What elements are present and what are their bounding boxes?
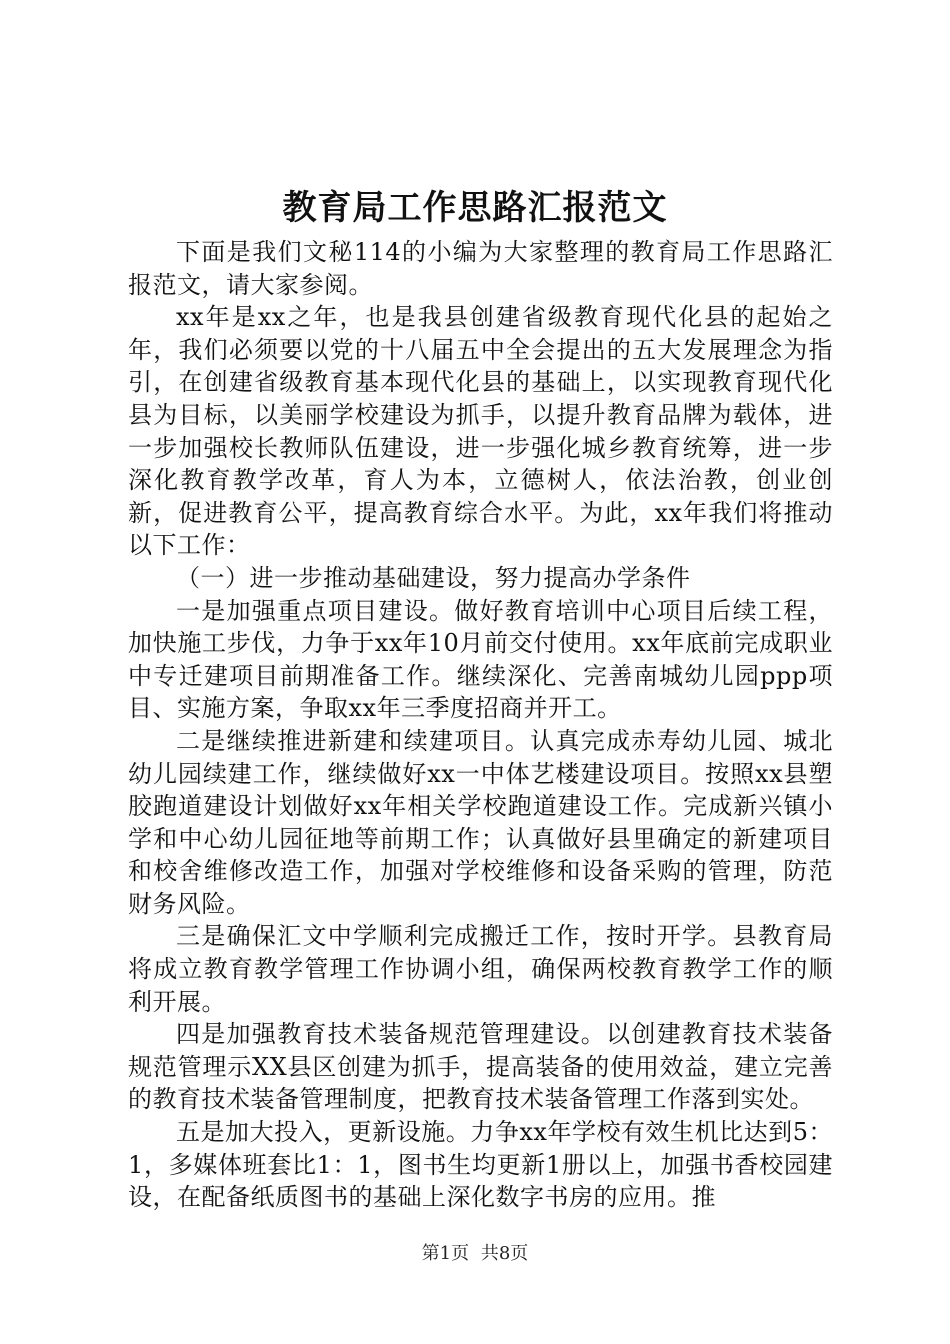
item-paragraph-3: 三是确保汇文中学顺利完成搬迁工作，按时开学。县教育局将成立教育教学管理工作协调小组，确保两校教育教学工作的顺利开展。 <box>128 922 833 1016</box>
page-total: 共8页 <box>480 1243 529 1264</box>
document-title: 教育局工作思路汇报范文 <box>282 188 668 228</box>
page-footer <box>0 1242 950 1266</box>
page-number: 第1页 <box>421 1243 470 1264</box>
section-heading: （一）进一步推动基础建设，努力提高办学条件 <box>176 563 691 592</box>
item-paragraph-2: 二是继续推进新建和续建项目。认真完成赤寿幼儿园、城北幼儿园续建工作，继续做好xx一中体艺楼建设项目。按照xx县塑胶跑道建设计划做好xx年相关学校跑道建设工作。完成新兴镇小学和中心幼儿园征地等前期工作；认真做好县里确定的新建项目和校舍维修改造工作，加强对学校维修和设备采购的管理，防范财务风险。 <box>128 726 833 918</box>
item-paragraph-5: 五是加大投入，更新设施。力争xx年学校有效生机比达到5：1，多媒体班套比1：1，图书生均更新1册以上，加强书香校园建设，在配备纸质图书的基础上深化数字书房的应用。推 <box>128 1118 833 1212</box>
document-body <box>128 236 833 1214</box>
overview-paragraph: xx年是xx之年，也是我县创建省级教育现代化县的起始之年，我们必须要以党的十八届五中全会提出的五大发展理念为指引，在创建省级教育基本现代化县的基础上，以实现教育现代化县为目标，以美丽学校建设为抓手，以提升教育品牌为载体，进一步加强校长教师队伍建设，进一步强化城乡教育统筹，进一步深化教育教学改革，育人为本，立德树人，依法治教，创业创新，促进教育公平，提高教育综合水平。为此，xx年我们将推动以下工作： <box>128 303 833 560</box>
item-paragraph-4: 四是加强教育技术装备规范管理建设。以创建教育技术装备规范管理示XX县区创建为抓手，提高装备的使用效益，建立完善的教育技术装备管理制度，把教育技术装备管理工作落到实处。 <box>128 1020 833 1114</box>
intro-paragraph: 下面是我们文秘114的小编为大家整理的教育局工作思路汇报范文，请大家参阅。 <box>128 238 833 299</box>
item-paragraph-1: 一是加强重点项目建设。做好教育培训中心项目后续工程，加快施工步伐，力争于xx年10月前交付使用。xx年底前完成职业中专迁建项目前期准备工作。继续深化、完善南城幼儿园ppp项目、实施方案，争取xx年三季度招商并开工。 <box>128 596 833 723</box>
